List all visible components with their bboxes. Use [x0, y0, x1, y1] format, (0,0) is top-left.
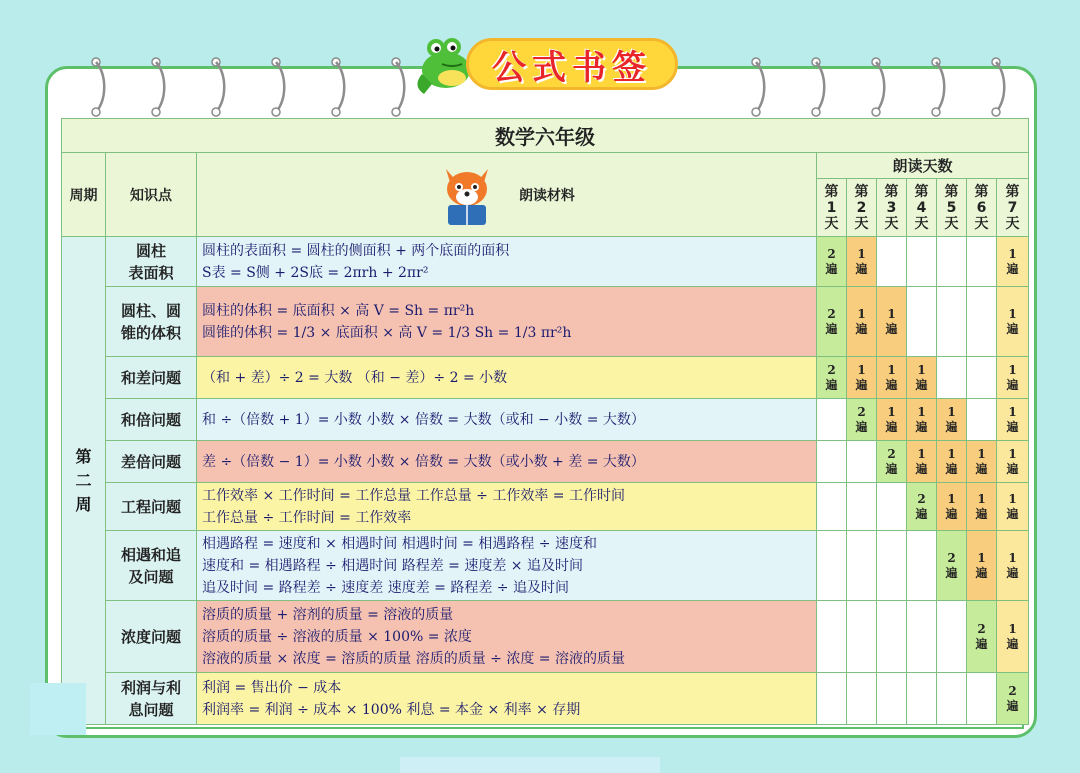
- knowledge-point: [106, 287, 197, 357]
- read-count-cell: [907, 287, 937, 357]
- knowledge-point: [106, 357, 197, 399]
- formula-line: 溶质的质量 + 溶剂的质量 = 溶液的质量: [202, 606, 454, 623]
- read-count-number: 1: [1008, 246, 1017, 261]
- read-count-number: 2: [947, 550, 956, 565]
- read-count-number: 1: [917, 404, 926, 419]
- read-count-number: 1: [857, 362, 866, 377]
- read-count-cell: [967, 483, 997, 531]
- read-count-cell: [817, 531, 847, 601]
- knowledge-point-line: 浓度问题: [120, 627, 181, 646]
- reading-material: [197, 237, 817, 287]
- read-count-cell: [817, 483, 847, 531]
- read-count-cell: [937, 483, 967, 531]
- read-count-cell: [907, 441, 937, 483]
- read-count-unit: 遍: [945, 565, 958, 580]
- read-count-number: 1: [1008, 404, 1017, 419]
- read-count-cell: [967, 287, 997, 357]
- read-count-number: 1: [917, 446, 926, 461]
- read-count-cell: [877, 237, 907, 287]
- read-count-unit: 遍: [855, 377, 868, 392]
- day-header-char: 4: [916, 199, 927, 216]
- knowledge-point-line: 表面积: [128, 263, 174, 282]
- title-badge: [466, 38, 678, 90]
- table-row: [62, 441, 1029, 483]
- day-header-char: 6: [976, 199, 987, 216]
- day-header-char: 3: [886, 199, 897, 216]
- read-count-number: 1: [887, 362, 896, 377]
- read-count-cell: [847, 673, 877, 725]
- table-row: [62, 483, 1029, 531]
- read-count-cell: [967, 531, 997, 601]
- day-header-char: 天: [854, 215, 869, 232]
- formula-line: 追及时间 = 路程差 ÷ 速度差 速度差 = 路程差 ÷ 追及时间: [202, 579, 569, 596]
- formula-line: 圆柱的体积 = 底面积 × 高 V = Sh = πr²h: [202, 302, 475, 319]
- formula-line: 工作效率 × 工作时间 = 工作总量 工作总量 ÷ 工作效率 = 工作时间: [202, 487, 625, 504]
- read-count-cell: [907, 531, 937, 601]
- reading-material: [197, 531, 817, 601]
- read-count-unit: 遍: [885, 321, 898, 336]
- read-count-cell: [847, 601, 877, 673]
- table-row: [62, 673, 1029, 725]
- read-count-number: 1: [1008, 621, 1017, 636]
- read-count-number: 1: [917, 362, 926, 377]
- read-count-number: 2: [827, 246, 836, 261]
- read-count-cell: [877, 287, 907, 357]
- formula-line: （和 + 差）÷ 2 = 大数 （和 − 差）÷ 2 = 小数: [202, 369, 508, 386]
- knowledge-point-line: 息问题: [128, 700, 174, 719]
- read-count-cell: [937, 287, 967, 357]
- read-count-cell: [907, 601, 937, 673]
- read-count-unit: 遍: [975, 506, 988, 521]
- read-count-unit: 遍: [1006, 261, 1019, 276]
- read-count-unit: 遍: [1006, 636, 1019, 651]
- reading-material: [197, 601, 817, 673]
- read-count-cell: [997, 399, 1029, 441]
- formula-table: [61, 118, 1029, 725]
- day-header-char: 1: [826, 199, 837, 216]
- read-count-unit: 遍: [915, 419, 928, 434]
- knowledge-point: [106, 441, 197, 483]
- knowledge-point-line: 锥的体积: [120, 323, 181, 342]
- read-count-cell: [877, 399, 907, 441]
- reading-material: [197, 483, 817, 531]
- table-row: [62, 287, 1029, 357]
- read-count-cell: [817, 673, 847, 725]
- read-count-number: 1: [1008, 446, 1017, 461]
- read-count-unit: 遍: [825, 261, 838, 276]
- read-count-unit: 遍: [885, 377, 898, 392]
- read-count-cell: [997, 441, 1029, 483]
- read-count-number: 1: [947, 446, 956, 461]
- page-title: 公式书签: [492, 47, 652, 88]
- read-count-unit: 遍: [915, 377, 928, 392]
- col-header-material-label: 朗读材料: [518, 187, 575, 204]
- read-count-cell: [907, 357, 937, 399]
- formula-line: S表 = S侧 + 2S底 = 2πrh + 2πr²: [202, 264, 429, 281]
- week-label: [62, 237, 106, 725]
- read-count-cell: [997, 531, 1029, 601]
- day-header-char: 7: [1007, 199, 1018, 216]
- read-count-cell: [997, 357, 1029, 399]
- read-count-unit: 遍: [855, 321, 868, 336]
- week-label-char: 周: [75, 494, 92, 514]
- knowledge-point: [106, 399, 197, 441]
- read-count-unit: 遍: [945, 506, 958, 521]
- read-count-unit: 遍: [915, 506, 928, 521]
- read-count-cell: [967, 673, 997, 725]
- read-count-cell: [817, 441, 847, 483]
- read-count-cell: [997, 483, 1029, 531]
- day-header-char: 第: [974, 183, 989, 200]
- read-count-cell: [967, 237, 997, 287]
- col-header-days: 朗读天数: [817, 153, 1029, 179]
- knowledge-point: [106, 483, 197, 531]
- grade-title: 数学六年级: [62, 119, 1029, 153]
- read-count-cell: [937, 357, 967, 399]
- read-count-number: 1: [857, 306, 866, 321]
- table-row: [62, 237, 1029, 287]
- read-count-cell: [847, 357, 877, 399]
- week-label-char: 二: [75, 470, 92, 490]
- read-count-number: 1: [977, 446, 986, 461]
- read-count-cell: [817, 601, 847, 673]
- knowledge-point-line: 圆柱、圆: [120, 301, 181, 320]
- read-count-cell: [847, 441, 877, 483]
- read-count-cell: [967, 399, 997, 441]
- formula-line: 相遇路程 = 速度和 × 相遇时间 相遇时间 = 相遇路程 ÷ 速度和: [202, 535, 597, 552]
- formula-line: 差 ÷（倍数 − 1）= 小数 小数 × 倍数 = 大数（或小数 + 差 = 大数）: [202, 453, 645, 470]
- day-header-char: 第: [1005, 183, 1020, 200]
- read-count-cell: [937, 399, 967, 441]
- day-header-char: 天: [824, 215, 839, 232]
- read-count-unit: 遍: [885, 461, 898, 476]
- formula-line: 溶液的质量 × 浓度 = 溶质的质量 溶质的质量 ÷ 浓度 = 溶液的质量: [202, 650, 625, 667]
- read-count-number: 1: [887, 404, 896, 419]
- read-count-unit: 遍: [855, 419, 868, 434]
- reading-material: [197, 357, 817, 399]
- fox-reading-icon: [438, 163, 496, 227]
- day-header-char: 2: [856, 199, 867, 216]
- read-count-number: 2: [857, 404, 866, 419]
- day-header-char: 第: [944, 183, 959, 200]
- formula-line: 工作总量 ÷ 工作时间 = 工作效率: [202, 509, 412, 526]
- read-count-cell: [997, 673, 1029, 725]
- read-count-number: 2: [1008, 683, 1017, 698]
- read-count-number: 1: [1008, 362, 1017, 377]
- read-count-unit: 遍: [825, 321, 838, 336]
- read-count-cell: [937, 673, 967, 725]
- left-overlay-block: [30, 683, 86, 735]
- read-count-cell: [877, 483, 907, 531]
- col-header-knowledge: 知识点: [106, 153, 197, 237]
- read-count-unit: 遍: [1006, 461, 1019, 476]
- day-header-char: 天: [1005, 215, 1020, 232]
- knowledge-point: [106, 237, 197, 287]
- read-count-unit: 遍: [975, 461, 988, 476]
- day-header-3: [877, 179, 907, 237]
- day-header-char: 第: [854, 183, 869, 200]
- read-count-number: 1: [947, 404, 956, 419]
- day-header-5: [937, 179, 967, 237]
- reading-material: [197, 441, 817, 483]
- day-header-char: 天: [944, 215, 959, 232]
- read-count-unit: 遍: [1006, 506, 1019, 521]
- day-header-char: 天: [974, 215, 989, 232]
- read-count-unit: 遍: [1006, 419, 1019, 434]
- read-count-unit: 遍: [1006, 698, 1019, 713]
- read-count-number: 2: [827, 362, 836, 377]
- read-count-cell: [847, 531, 877, 601]
- read-count-cell: [907, 673, 937, 725]
- read-count-number: 1: [977, 550, 986, 565]
- formula-line: 溶质的质量 ÷ 溶液的质量 × 100% = 浓度: [202, 628, 472, 645]
- read-count-cell: [877, 601, 907, 673]
- read-count-cell: [937, 237, 967, 287]
- read-count-number: 1: [947, 491, 956, 506]
- read-count-number: 2: [887, 446, 896, 461]
- read-count-cell: [877, 357, 907, 399]
- reading-material: [197, 673, 817, 725]
- read-count-cell: [937, 601, 967, 673]
- read-count-cell: [817, 237, 847, 287]
- read-count-unit: 遍: [855, 261, 868, 276]
- read-count-cell: [937, 531, 967, 601]
- read-count-number: 1: [857, 246, 866, 261]
- read-count-unit: 遍: [945, 419, 958, 434]
- read-count-cell: [817, 399, 847, 441]
- read-count-cell: [817, 287, 847, 357]
- formula-line: 利润率 = 利润 ÷ 成本 × 100% 利息 = 本金 × 利率 × 存期: [202, 701, 581, 718]
- day-header-char: 5: [946, 199, 957, 216]
- read-count-number: 1: [1008, 306, 1017, 321]
- knowledge-point-line: 圆柱: [135, 241, 166, 260]
- read-count-unit: 遍: [1006, 377, 1019, 392]
- read-count-cell: [937, 441, 967, 483]
- formula-line: 利润 = 售出价 − 成本: [202, 679, 342, 696]
- read-count-unit: 遍: [975, 565, 988, 580]
- read-count-cell: [847, 399, 877, 441]
- reading-material: [197, 399, 817, 441]
- read-count-cell: [877, 531, 907, 601]
- read-count-number: 1: [1008, 550, 1017, 565]
- read-count-cell: [997, 601, 1029, 673]
- read-count-cell: [847, 483, 877, 531]
- read-count-cell: [967, 441, 997, 483]
- day-header-char: 第: [914, 183, 929, 200]
- day-header-6: [967, 179, 997, 237]
- col-header-week: 周期: [62, 153, 106, 237]
- read-count-cell: [907, 483, 937, 531]
- table-row: [62, 601, 1029, 673]
- knowledge-point-line: 利润与利: [120, 678, 181, 697]
- knowledge-point-line: 和倍问题: [120, 410, 181, 429]
- read-count-number: 1: [1008, 491, 1017, 506]
- read-count-cell: [997, 287, 1029, 357]
- read-count-cell: [907, 399, 937, 441]
- read-count-cell: [877, 441, 907, 483]
- col-header-material: [197, 153, 817, 237]
- read-count-cell: [997, 237, 1029, 287]
- read-count-unit: 遍: [825, 377, 838, 392]
- reading-material: [197, 287, 817, 357]
- read-count-cell: [847, 237, 877, 287]
- day-header-char: 第: [884, 183, 899, 200]
- read-count-number: 2: [827, 306, 836, 321]
- knowledge-point: [106, 531, 197, 601]
- knowledge-point-line: 和差问题: [120, 368, 181, 387]
- read-count-cell: [967, 357, 997, 399]
- read-count-cell: [907, 237, 937, 287]
- formula-line: 圆柱的表面积 = 圆柱的侧面积 + 两个底面的面积: [202, 242, 510, 259]
- day-header-4: [907, 179, 937, 237]
- table-row: [62, 531, 1029, 601]
- read-count-number: 1: [977, 491, 986, 506]
- read-count-cell: [847, 287, 877, 357]
- day-header-char: 天: [884, 215, 899, 232]
- table-row: [62, 399, 1029, 441]
- read-count-cell: [817, 357, 847, 399]
- read-count-cell: [967, 601, 997, 673]
- day-header-7: [997, 179, 1029, 237]
- day-header-1: [817, 179, 847, 237]
- read-count-cell: [877, 673, 907, 725]
- knowledge-point-line: 及问题: [128, 567, 174, 586]
- knowledge-point-line: 差倍问题: [120, 452, 181, 471]
- day-header-char: 天: [914, 215, 929, 232]
- read-count-unit: 遍: [915, 461, 928, 476]
- table-row: [62, 357, 1029, 399]
- knowledge-point-line: 工程问题: [120, 497, 181, 516]
- read-count-unit: 遍: [975, 636, 988, 651]
- formula-line: 和 ÷（倍数 + 1）= 小数 小数 × 倍数 = 大数（或和 − 小数 = 大数）: [202, 411, 645, 428]
- read-count-unit: 遍: [885, 419, 898, 434]
- day-header-2: [847, 179, 877, 237]
- knowledge-point-line: 相遇和追: [120, 545, 181, 564]
- day-header-char: 第: [824, 183, 839, 200]
- read-count-unit: 遍: [1006, 321, 1019, 336]
- formula-line: 圆锥的体积 = 1/3 × 底面积 × 高 V = 1/3 Sh = 1/3 πr²h: [202, 324, 572, 341]
- read-count-number: 2: [917, 491, 926, 506]
- week-label-char: 第: [75, 446, 92, 466]
- read-count-unit: 遍: [1006, 565, 1019, 580]
- knowledge-point: [106, 601, 197, 673]
- read-count-number: 1: [887, 306, 896, 321]
- knowledge-point: [106, 673, 197, 725]
- read-count-unit: 遍: [945, 461, 958, 476]
- read-count-number: 2: [977, 621, 986, 636]
- formula-line: 速度和 = 相遇路程 ÷ 相遇时间 路程差 = 速度差 × 追及时间: [202, 557, 583, 574]
